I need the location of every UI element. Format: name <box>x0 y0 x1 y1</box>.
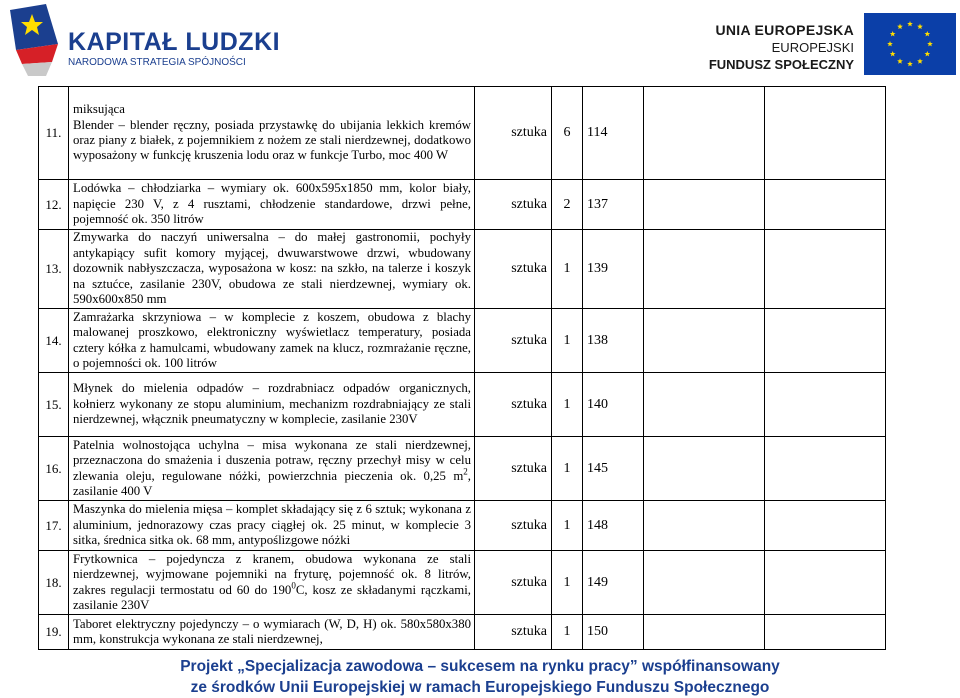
eu-line-1: UNIA EUROPEJSKA <box>715 22 854 38</box>
quantity-cell: 6 <box>552 87 583 180</box>
row-number: 11. <box>39 87 69 180</box>
quantity-cell: 1 <box>552 501 583 551</box>
row-number: 17. <box>39 501 69 551</box>
index-cell: 148 <box>583 501 644 551</box>
empty-cell <box>644 87 765 180</box>
empty-cell <box>765 501 886 551</box>
index-cell: 138 <box>583 309 644 373</box>
empty-cell <box>765 87 886 180</box>
table-row <box>39 309 886 373</box>
table-row <box>39 373 886 437</box>
description-line <box>73 102 471 117</box>
description-line <box>73 502 471 548</box>
item-description <box>69 87 475 180</box>
index-cell: 137 <box>583 180 644 230</box>
item-description <box>69 309 475 373</box>
empty-cell <box>644 551 765 615</box>
unit-cell: sztuka <box>475 230 552 309</box>
row-number: 13. <box>39 230 69 309</box>
program-title: KAPITAŁ LUDZKI <box>68 28 281 56</box>
kapital-ludzki-logo <box>6 4 62 78</box>
empty-cell <box>644 615 765 650</box>
empty-cell <box>644 373 765 437</box>
description-text: Maszynka do mielenia mięsa – komplet składający się z 6 sztuk; wykonana z aluminium, jednorazowy czas pracy ciągłej ok. 25 minut, w komplecie 3 sitka, średnica sitka ok. 68 mm, antypoślizgowe nóżki <box>73 502 471 548</box>
empty-cell <box>765 309 886 373</box>
item-description <box>69 551 475 615</box>
page-header <box>0 0 960 86</box>
index-cell: 114 <box>583 87 644 180</box>
equipment-table <box>38 86 886 650</box>
eu-caption <box>709 22 854 73</box>
index-cell: 139 <box>583 230 644 309</box>
item-description <box>69 437 475 501</box>
empty-cell <box>765 180 886 230</box>
eu-line-2: EUROPEJSKI <box>771 40 854 55</box>
description-text: Młynek do mielenia odpadów – rozdrabniacz odpadów organicznych, kołnierz wykonany ze stopu aluminium, mechanizm rozdrabniający ze stali nierdzewnej, włącznik pneumatyczny w komplecie, zasilanie 230V <box>73 381 471 427</box>
unit-cell: sztuka <box>475 180 552 230</box>
description-line <box>73 230 471 307</box>
description-line <box>73 310 471 372</box>
index-cell: 140 <box>583 373 644 437</box>
description-tail: , zasilanie 400 V <box>73 468 471 498</box>
row-number: 14. <box>39 309 69 373</box>
description-line <box>73 381 471 427</box>
eu-flag-icon <box>864 13 956 75</box>
description-line <box>73 118 471 164</box>
quantity-cell: 1 <box>552 551 583 615</box>
description-text: Frytkownica – pojedyncza z kranem, obudowa wykonana ze stali nierdzewnej, wyjmowane pojemniki na fryturę, pojemność ok. 8 litrów, zakres regulacji termostatu od 60 do 190 <box>73 551 471 597</box>
description-text: miksująca <box>73 102 125 117</box>
footer-line-1: Projekt „Specjalizacja zawodowa – sukcesem na rynku pracy” współfinansowany <box>180 658 780 675</box>
program-subtitle: NARODOWA STRATEGIA SPÓJNOŚCI <box>68 57 246 68</box>
quantity-cell: 1 <box>552 437 583 501</box>
description-text: Zamrażarka skrzyniowa – w komplecie z koszem, obudowa z blachy malowanej proszkowo, elektroniczny wyświetlacz temperatury, posiada cztery kółka z hamulcami, wbudowany zamek na klucz, rozmrażanie ręczne, o pojemności ok. 100 litrów <box>73 309 471 370</box>
quantity-cell: 1 <box>552 615 583 650</box>
unit-cell: sztuka <box>475 373 552 437</box>
index-cell: 145 <box>583 437 644 501</box>
item-description <box>69 501 475 551</box>
item-description <box>69 615 475 650</box>
item-description <box>69 373 475 437</box>
quantity-cell: 1 <box>552 309 583 373</box>
row-number: 12. <box>39 180 69 230</box>
description-line <box>73 617 471 648</box>
project-footer <box>0 656 960 698</box>
unit-cell: sztuka <box>475 309 552 373</box>
row-number: 18. <box>39 551 69 615</box>
empty-cell <box>765 615 886 650</box>
unit-cell: sztuka <box>475 437 552 501</box>
quantity-cell: 2 <box>552 180 583 230</box>
description-text: Lodówka – chłodziarka – wymiary ok. 600x595x1850 mm, kolor biały, napięcie 230 V, z 4 rusztami, chłodzenie standardowe, drzwi pełne, pojemność ok. 350 litrów <box>73 181 471 227</box>
item-description <box>69 180 475 230</box>
index-cell: 149 <box>583 551 644 615</box>
eu-line-3: FUNDUSZ SPOŁECZNY <box>708 57 854 72</box>
table-row <box>39 230 886 309</box>
table-row <box>39 551 886 615</box>
table-row <box>39 87 886 180</box>
superscript: 2 <box>463 466 468 477</box>
description-text: Zmywarka do naczyń uniwersalna – do małej gastronomii, pochyły antykapiący sufit komory myjącej, dwuwarstwowe drzwi, wbudowany dozownik nabłyszczacza, wyposażona w kosz: na szkło, na talerze i koszyk na sztućce, zasilanie 230V, obudowa ze stali nierdzewnej, wymiary ok. 590x600x850 mm <box>73 230 471 307</box>
description-text: Blender – blender ręczny, posiada przystawkę do ubijania lekkich kremów oraz piany z białek, z pojemnikiem z nożem ze stali nierdzewnej, dodatkowo wyposażony w funkcję kruszenia lodu oraz w funkcje Turbo, moc 400 W <box>73 117 471 163</box>
row-number: 19. <box>39 615 69 650</box>
empty-cell <box>765 373 886 437</box>
empty-cell <box>644 180 765 230</box>
empty-cell <box>644 309 765 373</box>
item-description <box>69 230 475 309</box>
quantity-cell: 1 <box>552 373 583 437</box>
unit-cell: sztuka <box>475 615 552 650</box>
row-number: 15. <box>39 373 69 437</box>
unit-cell: sztuka <box>475 501 552 551</box>
quantity-cell: 1 <box>552 230 583 309</box>
table-row <box>39 437 886 501</box>
description-line <box>73 552 471 614</box>
empty-cell <box>644 230 765 309</box>
empty-cell <box>765 437 886 501</box>
description-text: Patelnia wolnostojąca uchylna – misa wykonana ze stali nierdzewnej, przeznaczona do smażenia i duszenia potraw, ręczny przechył misy w celu zlewania oleju, regulowane nóżki, powierzchnia pieczenia ok. 0,25 m <box>73 437 471 483</box>
row-number: 16. <box>39 437 69 501</box>
unit-cell: sztuka <box>475 551 552 615</box>
empty-cell <box>765 551 886 615</box>
index-cell: 150 <box>583 615 644 650</box>
superscript: 0 <box>291 580 296 591</box>
description-line <box>73 438 471 500</box>
empty-cell <box>644 501 765 551</box>
description-text: Taboret elektryczny pojedynczy – o wymiarach (W, D, H) ok. 580x580x380 mm, konstrukcja wykonana ze stali nierdzewnej, <box>73 616 471 646</box>
description-tail: C, kosz ze składanymi rączkami, zasilanie 230V <box>73 582 472 612</box>
table-row <box>39 180 886 230</box>
empty-cell <box>644 437 765 501</box>
empty-cell <box>765 230 886 309</box>
unit-cell: sztuka <box>475 87 552 180</box>
table-row <box>39 615 886 650</box>
footer-line-2: ze środków Unii Europejskiej w ramach Europejskiego Funduszu Społecznego <box>190 679 770 696</box>
description-line <box>73 181 471 227</box>
table-row <box>39 501 886 551</box>
